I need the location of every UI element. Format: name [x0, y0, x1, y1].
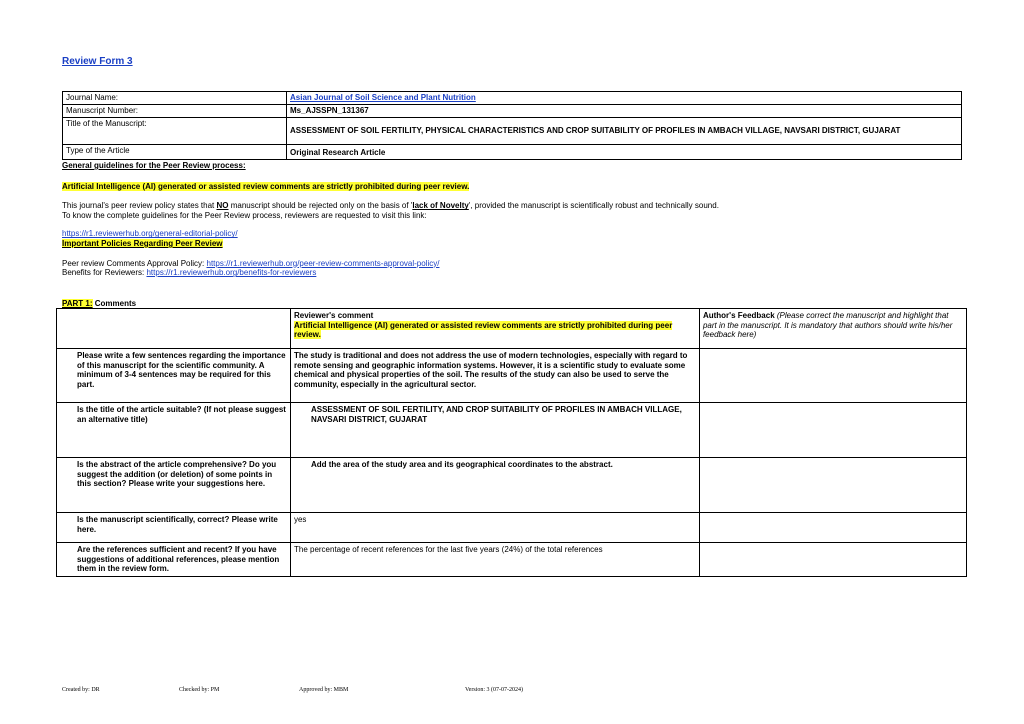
benefits-link[interactable]: https://r1.reviewerhub.org/benefits-for-reviewers	[146, 268, 317, 278]
footer-created: Created by: DR	[62, 687, 100, 693]
guidelines-heading: General guidelines for the Peer Review process:	[62, 161, 246, 170]
approval-policy-line: Peer review Comments Approval Policy: https://r1.reviewerhub.org/peer-review-comments-approval-policy/	[62, 258, 440, 268]
table-row	[57, 403, 967, 458]
manuscript-number-label: Manuscript Number:	[63, 105, 287, 118]
table-row	[57, 458, 967, 513]
article-type-value: Original Research Article	[287, 145, 962, 160]
journal-link[interactable]: Asian Journal of Soil Science and Plant Nutrition	[290, 93, 476, 102]
footer-version: Version: 3 (07-07-2024)	[465, 687, 523, 693]
table-row	[57, 349, 967, 403]
comment-cell: yes	[290, 513, 699, 543]
novelty-policy: This journal's peer review policy states that NO manuscript should be rejected only on the basis of 'lack of Novelty', provided the manuscript is scientifically robust and technically sound.	[62, 201, 719, 211]
table-row	[57, 513, 967, 543]
important-policies-heading: Important Policies Regarding Peer Review	[62, 238, 223, 248]
comment-cell: Add the area of the study area and its geographical coordinates to the abstract.	[290, 458, 699, 513]
question-cell: Is the manuscript scientifically, correct? Please write here.	[57, 513, 291, 543]
author-feedback-header: Author's Feedback (Please correct the manuscript and highlight that part in the manuscript. It is mandatory that authors should write his/her feedback here)	[699, 309, 966, 349]
footer-approved: Approved by: MBM	[299, 687, 349, 693]
question-cell: Are the references sufficient and recent? If you have suggestions of additional references, please mention them in the review form.	[57, 543, 291, 577]
part1-heading: PART 1: Comments	[62, 299, 137, 308]
question-cell: Is the title of the article suitable? (If not please suggest an alternative title)	[57, 403, 291, 458]
editorial-policy-link[interactable]: https://r1.reviewerhub.org/general-editorial-policy/	[62, 229, 238, 239]
manuscript-number-value: Ms_AJSSPN_131367	[287, 105, 962, 118]
footer-checked: Checked by: PM	[179, 687, 220, 693]
comments-table	[56, 308, 967, 577]
header-ai-warning: Artificial Intelligence (AI) generated or assisted review comments are strictly prohibited during peer review.	[293, 320, 673, 340]
form-title: Review Form 3	[62, 56, 133, 67]
header-blank-cell	[57, 309, 291, 349]
approval-policy-link[interactable]: https://r1.reviewerhub.org/peer-review-comments-approval-policy/	[206, 258, 440, 268]
guidelines-link-intro: To know the complete guidelines for the Peer Review process, reviewers are requested to visit this link:	[62, 210, 427, 220]
author-feedback-cell[interactable]	[699, 349, 966, 403]
question-cell: Please write a few sentences regarding the importance of this manuscript for the scientific community. A minimum of 3-4 sentences may be required for this part.	[57, 349, 291, 403]
author-feedback-cell[interactable]	[699, 458, 966, 513]
ai-warning: Artificial Intelligence (AI) generated or assisted review comments are strictly prohibited during peer review.	[62, 181, 470, 191]
comment-cell: ASSESSMENT OF SOIL FERTILITY, AND CROP SUITABILITY OF PROFILES IN AMBACH VILLAGE, NAVSARI DISTRICT, GUJARAT	[290, 403, 699, 458]
benefits-line: Benefits for Reviewers: https://r1.reviewerhub.org/benefits-for-reviewers	[62, 268, 317, 278]
question-cell: Is the abstract of the article comprehensive? Do you suggest the addition (or deletion) of some points in this section? Please write your suggestions here.	[57, 458, 291, 513]
author-feedback-cell[interactable]	[699, 513, 966, 543]
comment-cell: The percentage of recent references for the last five years (24%) of the total references	[290, 543, 699, 577]
manuscript-title-label: Title of the Manuscript:	[63, 118, 287, 145]
manuscript-title-value: ASSESSMENT OF SOIL FERTILITY, PHYSICAL CHARACTERISTICS AND CROP SUITABILITY OF PROFILES IN AMBACH VILLAGE, NAVSARI DISTRICT, GUJARAT	[287, 118, 962, 145]
journal-label: Journal Name:	[63, 92, 287, 105]
peer-review-guidelines	[62, 161, 962, 278]
reviewer-comment-header: Reviewer's comment Artificial Intelligence (AI) generated or assisted review comments are strictly prohibited during peer review.	[290, 309, 699, 349]
article-type-label: Type of the Article	[63, 145, 287, 160]
table-row	[57, 543, 967, 577]
author-feedback-cell[interactable]	[699, 543, 966, 577]
comment-cell: The study is traditional and does not address the use of modern technologies, especially with regard to remote sensing and geographic information systems. However, it is a scientific study to evaluate some chemical and physical properties of the soil. The results of the study can also be used to serve the community, especially in the agricultural sector.	[290, 349, 699, 403]
author-feedback-cell[interactable]	[699, 403, 966, 458]
manuscript-info-table	[62, 91, 962, 160]
